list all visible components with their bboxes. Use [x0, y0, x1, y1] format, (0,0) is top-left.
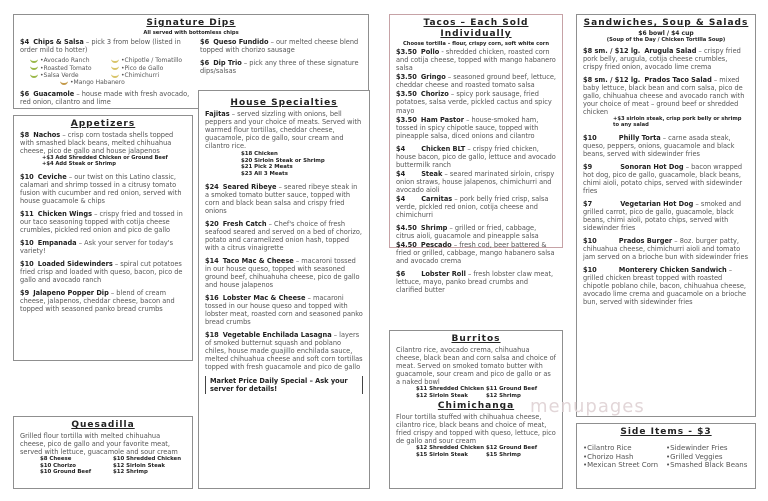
- menu-item-loaded-sidewinders: $10 Loaded Sidewinders – spiral cut potatoes fried crisp and loaded with queso, bacon, pico de gallo and avocado ranch: [20, 260, 183, 285]
- addon-option: +$3 Add Shredded Chicken or Ground Beef: [42, 155, 168, 162]
- section-title: House Specialties: [230, 98, 338, 108]
- salsa-option: •Pico de Gallo: [111, 65, 192, 72]
- salsa-list: [20, 57, 192, 86]
- burritos-description: Cilantro rice, avocado crema, chihuahua cheese, black bean and corn salsa and choice of meat. Served on smoked tomato butter with guacamole, sour cream and pico de gallo or as a naked bowl: [396, 345, 556, 387]
- menu-item-enchilada-lasagna: $18 Vegetable Enchilada Lasagna – layers of smoked butternut squash and poblano chiles, house made guajillo enchilada sauce, melted chihuahua cheese and soft corn tortillas topped with fresh guacamole and pico de gallo: [205, 331, 363, 372]
- pepper-icon: [111, 59, 119, 63]
- side-item: •Smashed Black Beans: [666, 461, 748, 470]
- section-title: Sandwiches, Soup & Salads: [583, 18, 749, 28]
- pepper-icon: [30, 59, 38, 63]
- side-item: •Mexican Street Corn: [583, 461, 659, 470]
- menu-item-ceviche: $10 Ceviche – our twist on this Latino classic, calamari and shrimp tossed in a citrusy tomato fusion with cucumber and red onion, served with house guacamole & chips: [20, 172, 182, 205]
- side-item: •Cilantro Rice: [583, 443, 632, 452]
- daily-special-callout: Market Price Daily Special – Ask your server for details!: [205, 376, 363, 394]
- taco-item: $3.50 Ham Pastor – house-smoked ham, tossed in spicy chipotle sauce, topped with pineapple salsa, diced onions and cilantro: [396, 115, 539, 140]
- side-items-list: [583, 444, 749, 470]
- watermark: menupages: [530, 396, 645, 417]
- menu-item-vegetarian-hot-dog: $7 Vegetarian Hot Dog – smoked and grilled carrot, pico de gallo, guacamole, black beans, chimi aioli, potato chips, served with sidewinder fries: [583, 199, 742, 232]
- section-title: Tacos – Each Sold Individually: [423, 18, 529, 39]
- menu-item-nachos: $8 Nachos – crisp corn tostada shells topped with smashed black beans, melted chihuahua cheese, pico de gallo and house jalapenos: [20, 130, 174, 156]
- menu-item-fajitas: Fajitas – served sizzling with onions, bell peppers and your choice of meats. Served with warmed flour tortillas, cheddar cheese, guacamole, pico de gallo, sour cream and cilantro rice.: [205, 109, 362, 151]
- taco-item: $4 Steak – seared marinated sirloin, crispy onion straws, house jalapenos, chimichurri and avocado aioli: [396, 169, 555, 194]
- section-title: Quesadilla: [71, 420, 135, 430]
- soup-note: (Soup of the Day / Chicken Tortilla Soup): [606, 37, 726, 44]
- pepper-icon: [60, 81, 68, 85]
- addon-option: +$4 Add Steak or Shrimp: [42, 161, 116, 168]
- menu-item-monterery-chicken-sandwich: $10 Monterery Chicken Sandwich – grilled chicken breast topped with roasted chipotle poblano chile, bacon, chihuahua cheese, avocado lime crema and guacamole on a brioche bun, served with sidewinder fries: [583, 266, 747, 307]
- section-title: Side Items - $3: [620, 427, 712, 437]
- taco-item: $4 Carnitas – pork belly fried crisp, salsa verde, pickled red onion, cotija cheese and chimichurri: [396, 194, 549, 219]
- salsa-option: •Chipotle / Tomatillo: [111, 57, 192, 64]
- soup-price: $6 bowl / $4 cup: [638, 29, 694, 37]
- menu-item-chicken-wings: $11 Chicken Wings – crispy fried and tossed in our taco seasoning topped with cotija cheese crumbles, pickled red onion and pico de gallo: [20, 209, 183, 234]
- menu-item-taco-mac: $14 Taco Mac & Cheese – macaroni tossed in our house queso, topped with seasoned ground beef, chihuahuha cheese, pico de gallo and house jalapenos: [205, 256, 360, 289]
- salsa-option: •Roasted Tomato: [30, 65, 111, 72]
- menu-item-jalapeno-popper-dip: $9 Jalapeno Popper Dip – blend of cream cheese, jalapenos, cheddar cheese, bacon and topped with seasoned panko bread crumbs: [20, 289, 175, 314]
- chimichanga-description: Flour tortilla stuffed with chihuahua cheese, cilantro rice, black beans and choice of meat, fried crispy and topped with queso, lettuce, pico de gallo and sour cream: [396, 413, 556, 446]
- house-specialties-section: [198, 90, 370, 489]
- section-subtitle: Choose tortilla – flour, crispy corn, soft white corn: [402, 40, 550, 47]
- pepper-icon: [30, 66, 38, 70]
- pepper-icon: [30, 74, 38, 78]
- menu-item-prados-taco-salad: $8 sm. / $12 lg. Prados Taco Salad – mixed baby lettuce, black bean and corn salsa, pico de gallo, chihuahua cheese and avocado ranch with your choice of meat – ground beef or shredded chicken: [583, 75, 745, 116]
- salsa-option: •Mango Habanero: [30, 79, 192, 86]
- salad-addon: +$3 sirloin steak, crisp pork belly or shrimp to any salad: [613, 115, 742, 129]
- fajitas-options: $18 Chicken $20 Sirloin Steak or Shrimp $21 Pick 2 Meats $23 All 3 Meats: [241, 151, 325, 177]
- taco-item: $4.50 Pescado – fresh cod, beer battered & fried or grilled, cabbage, mango habanero salsa and avocado crema: [396, 240, 555, 266]
- chimichanga-options: $12 Shredded Chicken $12 Ground Beef $15 Sirloin Steak $15 Shrimp: [416, 445, 538, 458]
- menu-item-philly-torta: $10 Philly Torta – carne asada steak, queso, peppers, onions, guacamole and black beans, served with sidewinder fries: [583, 133, 735, 158]
- salsa-option: •Salsa Verde: [30, 72, 111, 79]
- pepper-icon: [111, 66, 119, 70]
- menu-item-guacamole: $6 Guacamole – house made with fresh avocado, red onion, cilantro and lime: [20, 89, 190, 106]
- salsa-option: •Avocado Ranch: [30, 57, 111, 64]
- menu-item-dip-trio: $6 Dip Trio – pick any three of these signature dips/salsas: [200, 59, 359, 76]
- quesadilla-options: $8 Cheese $10 Shredded Chicken $10 Chorizo $12 Sirloin Steak $10 Ground Beef $12 Shrimp: [40, 456, 182, 476]
- menu-item-chips-salsa: $4 Chips & Salsa – pick 3 from below (listed in order mild to hotter): [20, 38, 181, 55]
- menu-item-queso-fundido: $6 Queso Fundido – our melted cheese blend topped with chorizo sausage: [200, 38, 359, 55]
- menu-item-arugula-salad: $8 sm. / $12 lg. Arugula Salad – crispy fried pork belly, arugula, cotija cheese crumbles, crispy fried onion, avocado lime crema: [583, 46, 741, 71]
- menu-item-lobster-mac: $16 Lobster Mac & Cheese – macaroni tossed in our house queso and topped with lobster meat, roasted corn and seasoned panko bread crumbs: [205, 293, 363, 326]
- salsa-option: •Chimichurri: [111, 72, 192, 79]
- taco-item: $6 Lobster Roll – fresh lobster claw meat, lettuce, mayo, panko bread crumbs and clarified butter: [396, 270, 554, 295]
- menu-item-prados-burger: $10 Prados Burger – 8oz. burger patty, chihuahua cheese, chimichurri aioli and tomato jam served on a brioche bun with sidewinder fries: [583, 236, 749, 261]
- menu-item-empanada: $10 Empanada – Ask your server for today's variety!: [20, 238, 174, 255]
- taco-item: $3.50 Chorizo – spicy pork sausage, fried potatoes, salsa verde, pickled cactus and spicy mayo: [396, 90, 552, 115]
- side-items-section: [576, 423, 756, 489]
- taco-item: $3.50 Gringo – seasoned ground beef, lettuce, cheddar cheese and roasted tomato salsa: [396, 73, 557, 90]
- side-item: •Chorizo Hash: [583, 452, 634, 461]
- section-title: Burritos: [451, 334, 501, 344]
- menu-item-seared-ribeye: $24 Seared Ribeye – seared ribeye steak in a smoked tomato butter sauce, topped with corn and black bean salsa and crispy fried onions: [205, 182, 358, 215]
- burritos-options: $11 Shredded Chicken $11 Ground Beef $12 Sirloin Steak $12 Shrimp: [416, 386, 538, 399]
- menu-item-fresh-catch: $20 Fresh Catch – Chef's choice of fresh seafood seared and served on a bed of chorizo, potato and caramelized onion hash, topped with a citrus vinaigrette: [205, 219, 362, 252]
- chimichanga-title: Chimichanga: [437, 401, 515, 412]
- section-subtitle: All served with bottomless chips: [143, 29, 239, 36]
- appetizers-section: [13, 115, 193, 361]
- quesadilla-section: [13, 416, 193, 489]
- quesadilla-description: Grilled flour tortilla with melted chihuahua cheese, pico de gallo and your favorite meat, served with lettuce, guacamole and sour cream: [20, 431, 178, 457]
- side-item: •Sidewinder Fries: [666, 443, 728, 452]
- side-item: •Grilled Veggies: [666, 452, 723, 461]
- section-title: Appetizers: [70, 119, 136, 129]
- tacos-section: [389, 14, 563, 295]
- taco-item: $4.50 Shrimp – grilled or fried, cabbage, citrus aioli, guacamole and pineapple salsa: [396, 223, 539, 240]
- taco-item: $4 Chicken BLT – crispy fried chicken, house bacon, pico de gallo, lettuce and avocado buttermilk ranch: [396, 144, 556, 169]
- section-title: Signature Dips: [146, 18, 236, 28]
- pepper-icon: [111, 74, 119, 78]
- sandwiches-section: [576, 14, 756, 417]
- taco-item: $3.50 Pollo - shredded chicken, roasted corn and cotija cheese, topped with mango habanero salsa: [396, 48, 556, 73]
- menu-item-sonoran-hot-dog: $9 Sonoran Hot Dog – bacon wrapped hot dog, pico de gallo, guacamole, black beans, chimi aioli, potato chips, served with sidewinder fries: [583, 162, 743, 195]
